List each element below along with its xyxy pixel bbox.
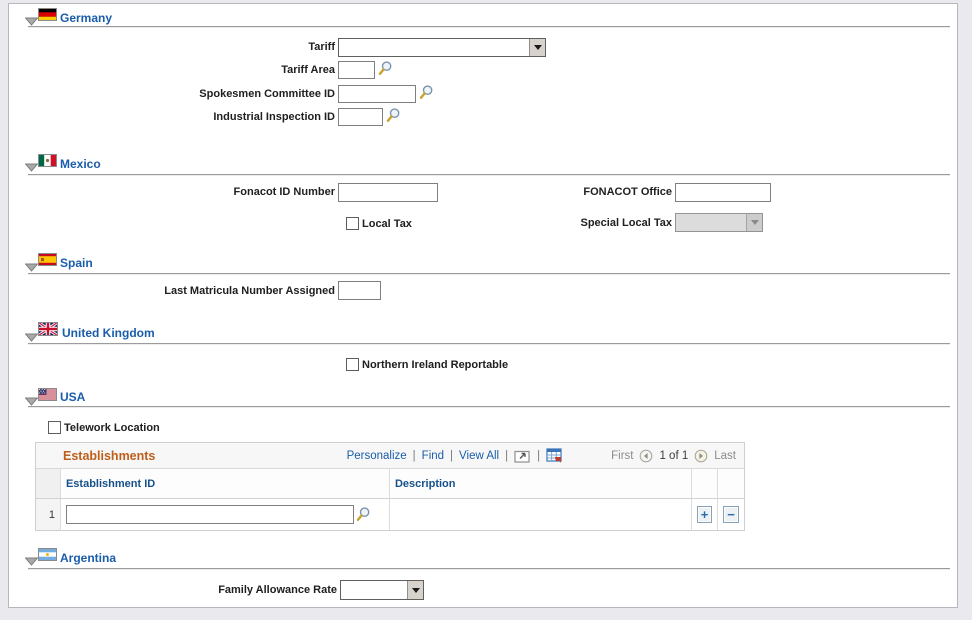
dropdown-arrow-icon[interactable]	[529, 39, 545, 56]
next-page-icon[interactable]	[694, 449, 708, 463]
section-title-mexico[interactable]: Mexico	[60, 157, 101, 171]
section-divider	[28, 406, 950, 408]
section-title-spain[interactable]: Spain	[60, 256, 93, 270]
family-allowance-rate-value	[341, 581, 407, 599]
collapse-triangle-icon[interactable]	[25, 393, 38, 411]
tariff-area-input[interactable]	[338, 61, 375, 79]
industrial-inspection-lookup-icon[interactable]	[386, 108, 401, 128]
toolbar-separator: |	[450, 449, 454, 462]
section-title-uk[interactable]: United Kingdom	[62, 326, 155, 340]
previous-page-icon[interactable]	[639, 449, 653, 463]
family-allowance-rate-label: Family Allowance Rate	[218, 584, 337, 596]
description-column-header[interactable]: Description	[394, 477, 456, 490]
local-tax-checkbox[interactable]	[346, 217, 359, 230]
add-column-header	[692, 469, 718, 498]
establishment-id-column-header[interactable]: Establishment ID	[65, 477, 156, 490]
fonacot-id-label: Fonacot ID Number	[233, 186, 335, 198]
delete-column-header	[718, 469, 744, 498]
grid-header-row	[36, 469, 744, 499]
row-number-column-header	[36, 469, 61, 498]
section-divider	[28, 343, 950, 345]
local-tax-label: Local Tax	[362, 218, 412, 230]
dropdown-arrow-icon	[746, 214, 762, 231]
section-divider	[28, 273, 950, 275]
tariff-dropdown-value	[339, 39, 529, 56]
usa-flag-icon	[38, 388, 57, 406]
fonacot-office-label: FONACOT Office	[583, 186, 672, 198]
pager-count: 1 of 1	[659, 449, 689, 462]
table-row	[36, 499, 744, 530]
mexico-flag-icon	[38, 154, 57, 172]
collapse-triangle-icon[interactable]	[25, 13, 38, 31]
spokesmen-committee-label: Spokesmen Committee ID	[199, 88, 335, 100]
last-matricula-input[interactable]	[338, 281, 381, 300]
telework-location-checkbox[interactable]	[48, 421, 61, 434]
dropdown-arrow-icon[interactable]	[407, 581, 423, 599]
germany-flag-icon	[38, 8, 57, 26]
industrial-inspection-label: Industrial Inspection ID	[213, 111, 335, 123]
tariff-dropdown[interactable]	[338, 38, 546, 57]
establishment-id-input[interactable]	[66, 505, 354, 524]
toolbar-separator: |	[412, 449, 416, 462]
tariff-label: Tariff	[308, 41, 335, 53]
pager-first-label: First	[611, 449, 634, 462]
grid-toolbar	[347, 448, 564, 463]
spokesmen-committee-input[interactable]	[338, 85, 416, 103]
section-divider	[28, 568, 950, 570]
view-all-link[interactable]: View All	[459, 449, 500, 462]
special-local-tax-value	[676, 214, 746, 231]
special-local-tax-label: Special Local Tax	[580, 217, 672, 229]
spain-flag-icon	[38, 253, 57, 271]
uk-flag-icon	[38, 322, 58, 341]
industrial-inspection-input[interactable]	[338, 108, 383, 126]
pager-last-label: Last	[714, 449, 736, 462]
section-title-usa[interactable]: USA	[60, 390, 86, 404]
add-row-icon[interactable]: +	[697, 506, 712, 523]
establishments-grid-titlebar	[36, 443, 744, 469]
establishment-id-lookup-icon[interactable]	[356, 507, 371, 522]
toolbar-separator: |	[537, 449, 541, 462]
family-allowance-rate-dropdown[interactable]	[340, 580, 424, 600]
special-local-tax-dropdown	[675, 213, 763, 232]
section-divider	[28, 174, 950, 176]
spokesmen-committee-lookup-icon[interactable]	[419, 85, 434, 105]
tariff-area-lookup-icon[interactable]	[378, 61, 393, 81]
personalize-link[interactable]: Personalize	[346, 449, 407, 462]
find-link[interactable]: Find	[421, 449, 445, 462]
zoom-popup-icon[interactable]	[514, 449, 531, 463]
row-number: 1	[48, 508, 55, 521]
last-matricula-label: Last Matricula Number Assigned	[164, 285, 335, 297]
northern-ireland-reportable-checkbox[interactable]	[346, 358, 359, 371]
telework-location-label: Telework Location	[64, 422, 160, 434]
toolbar-separator: |	[505, 449, 509, 462]
delete-row-icon[interactable]: −	[723, 506, 739, 523]
argentina-flag-icon	[38, 548, 57, 566]
tariff-area-label: Tariff Area	[281, 64, 335, 76]
fonacot-office-input[interactable]	[675, 183, 771, 202]
northern-ireland-reportable-label: Northern Ireland Reportable	[362, 359, 509, 371]
grid-title: Establishments	[63, 448, 156, 463]
section-title-argentina[interactable]: Argentina	[60, 551, 117, 565]
establishments-grid	[35, 442, 745, 531]
fonacot-id-input[interactable]	[338, 183, 438, 202]
section-title-germany[interactable]: Germany	[60, 11, 113, 25]
download-to-excel-icon[interactable]	[546, 448, 563, 463]
grid-pager	[611, 449, 736, 463]
section-divider	[28, 26, 950, 28]
